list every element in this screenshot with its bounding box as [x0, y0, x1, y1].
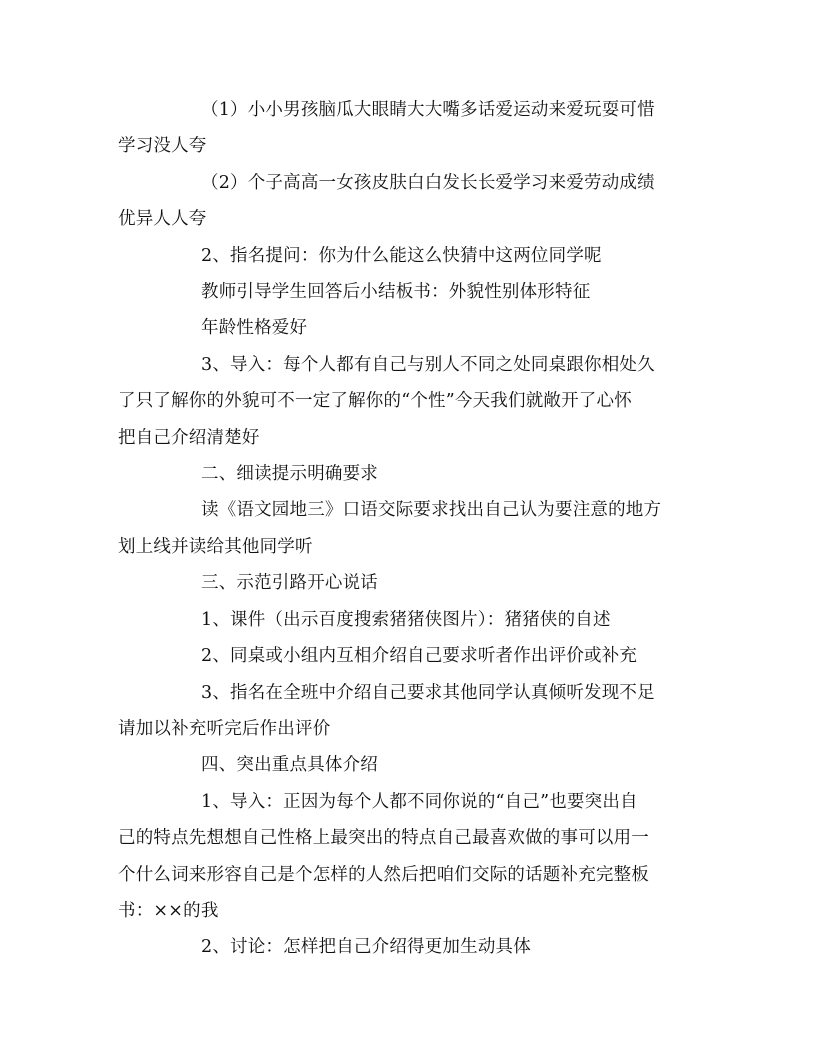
text-line: （2）个子高高一女孩皮肤白白发长长爱学习来爱劳动成绩 — [201, 172, 655, 193]
paragraph-p11 — [118, 638, 694, 674]
text-line: 学习没人夸 — [118, 136, 207, 157]
text-line: （1）小小男孩脑瓜大眼睛大大嘴多话爱运动来爱玩耍可惜 — [201, 100, 655, 120]
paragraph-p7 — [118, 456, 694, 492]
paragraph-p1 — [118, 92, 694, 165]
paragraph-p3 — [118, 238, 694, 274]
text-line: 年龄性格爱好 — [201, 318, 308, 339]
paragraph-p15 — [118, 929, 694, 965]
text-line: 1、导入：正因为每个人都不同你说的“自己”也要突出自 — [201, 791, 638, 812]
paragraph-p6 — [118, 347, 694, 456]
text-line: 书：××的我 — [118, 900, 219, 921]
text-line: 2、指名提问：你为什么能这么快猜中这两位同学呢 — [201, 245, 602, 266]
text-line: 个什么词来形容自己是个怎样的人然后把咱们交际的话题补充完整板 — [118, 864, 649, 885]
text-line: 2、同桌或小组内互相介绍自己要求听者作出评价或补充 — [201, 646, 638, 667]
paragraph-p8 — [118, 492, 694, 565]
text-line: 三、示范引路开心说话 — [201, 573, 378, 594]
text-line: 四、突出重点具体介绍 — [201, 755, 378, 776]
text-line: 读《语文园地三》口语交际要求找出自己认为要注意的地方 — [201, 500, 662, 521]
text-line: 3、指名在全班中介绍自己要求其他同学认真倾听发现不足 — [201, 682, 655, 703]
text-line: 划上线并读给其他同学听 — [118, 536, 313, 557]
text-line: 2、讨论：怎样把自己介绍得更加生动具体 — [201, 937, 531, 958]
text-line: 1、课件（出示百度搜索猪猪侠图片）：猪猪侠的自述 — [201, 609, 611, 630]
paragraph-p9 — [118, 565, 694, 601]
document-body — [118, 92, 694, 966]
text-line: 己的特点先想想自己性格上最突出的特点自己最喜欢做的事可以用一 — [118, 828, 649, 849]
text-line: 了只了解你的外貌可不一定了解你的“个性”今天我们就敞开了心怀 — [118, 391, 632, 412]
paragraph-p12 — [118, 675, 694, 748]
text-line: 把自己介绍清楚好 — [118, 427, 260, 448]
paragraph-p5 — [118, 310, 694, 346]
paragraph-p13 — [118, 747, 694, 783]
text-line: 二、细读提示明确要求 — [201, 464, 378, 485]
paragraph-p2 — [118, 165, 694, 238]
paragraph-p4 — [118, 274, 694, 310]
text-line: 请加以补充听完后作出评价 — [118, 718, 331, 739]
text-line: 优异人人夸 — [118, 209, 207, 230]
paragraph-p14 — [118, 784, 694, 930]
paragraph-p10 — [118, 602, 694, 638]
text-line: 3、导入：每个人都有自己与别人不同之处同桌跟你相处久 — [201, 354, 655, 375]
text-line: 教师引导学生回答后小结板书：外貌性别体形特征 — [201, 282, 591, 303]
